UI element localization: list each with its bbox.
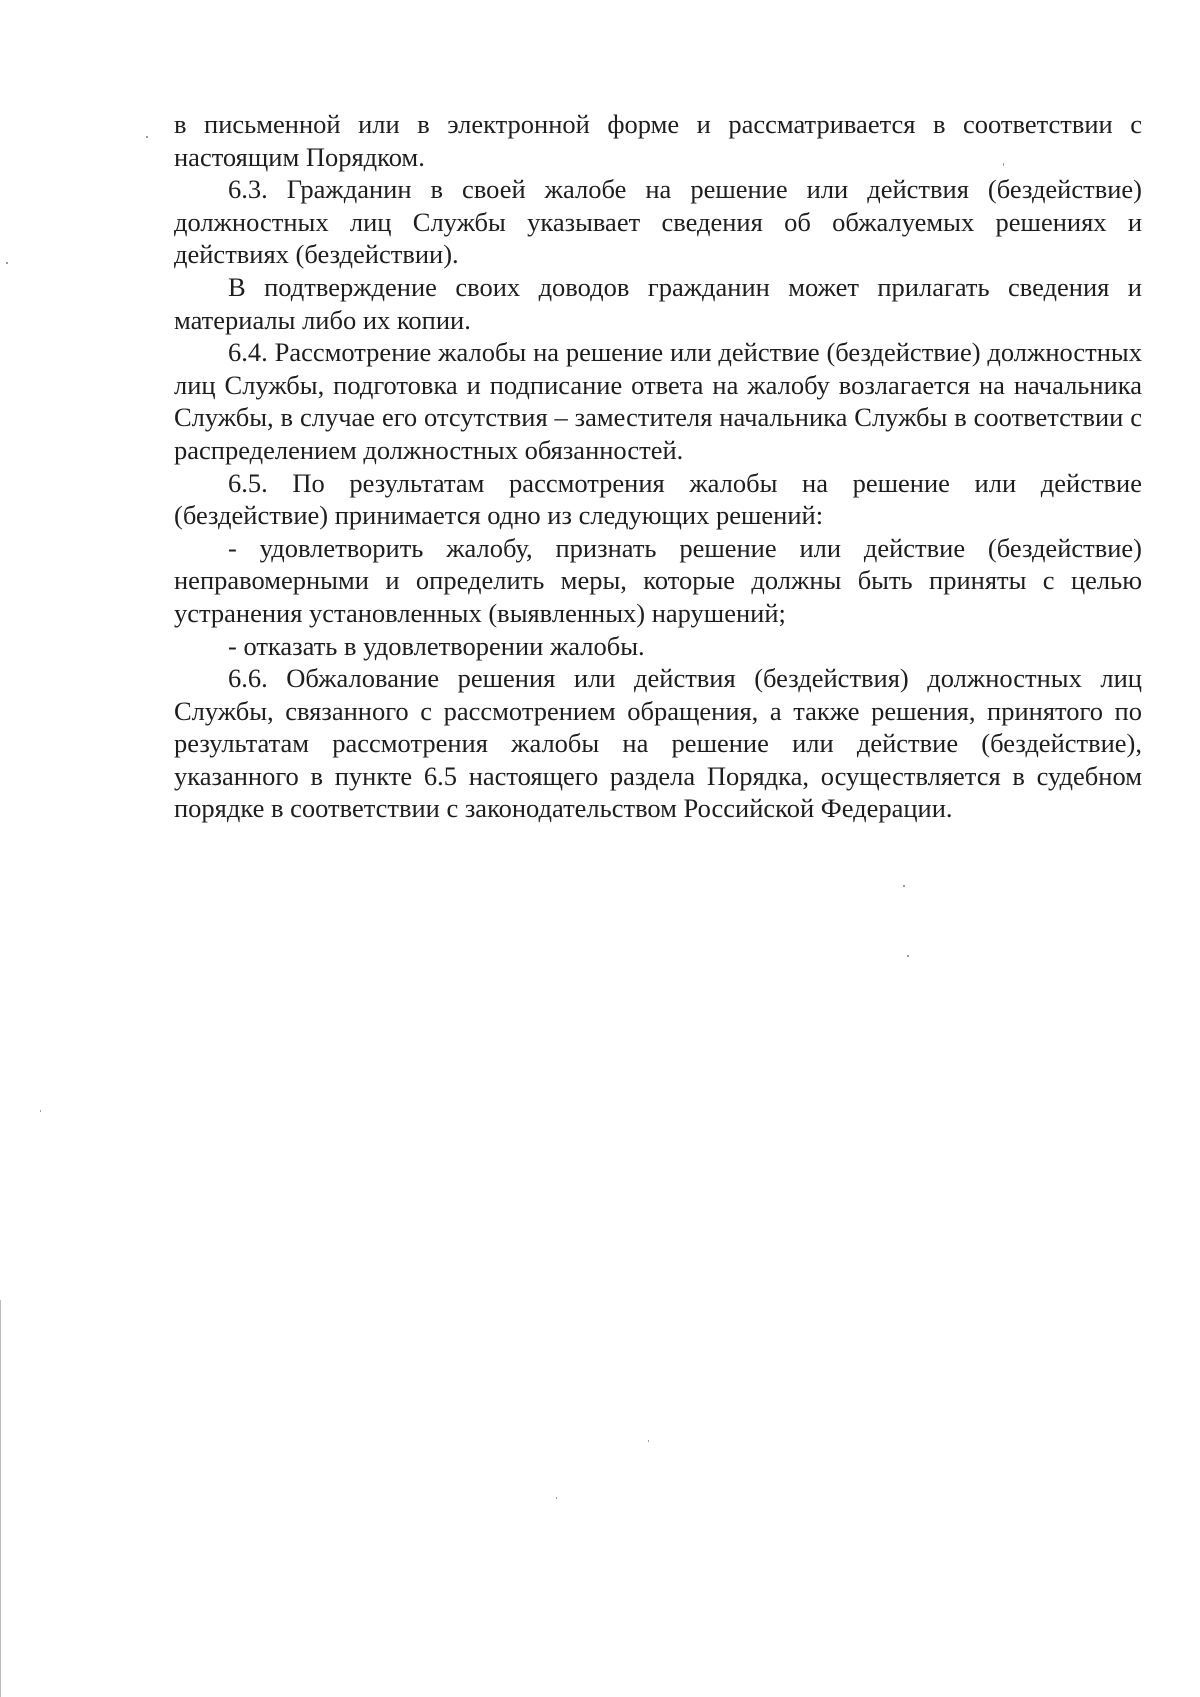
paragraph-6-5-option-refuse: - отказать в удовлетворении жалобы. bbox=[228, 630, 645, 661]
scan-edge-line bbox=[0, 1300, 1, 1697]
paragraph-6-4: 6.4. Рассмотрение жалобы на решение или действие (бездействие) должностных лиц Службы, подготовка и подписание ответа на жалобу возлагается на начальника Службы, в случае его отсутствия – заместителя начальника Службы в соответствии с распределением должностных обязанностей. bbox=[174, 337, 1142, 465]
scan-speck bbox=[556, 1497, 557, 1499]
scan-speck bbox=[146, 136, 148, 138]
document-body bbox=[174, 108, 1142, 825]
paragraph-6-3: 6.3. Гражданин в своей жалобе на решение или действия (бездействие) должностных лиц Службы указывает сведения об обжалуемых решениях и действиях (бездействии). bbox=[174, 174, 1142, 270]
scan-speck bbox=[1003, 163, 1004, 166]
paragraph-6-5-option-satisfy: - удовлетворить жалобу, признать решение или действие (бездействие) неправомерными и определить меры, которые должны быть приняты с целью устранения установленных (выявленных) нарушений; bbox=[174, 532, 1142, 628]
scan-speck bbox=[903, 885, 905, 887]
paragraph-continuation: в письменной или в электронной форме и рассматривается в соответствии с настоящим Порядком. bbox=[174, 109, 1142, 172]
paragraph-6-6: 6.6. Обжалование решения или действия (бездействия) должностных лиц Службы, связанного с рассмотрением обращения, а также решения, принятого по результатам рассмотрения жалобы на решение или действие (бездействие), указанного в пункте 6.5 настоящего раздела Порядка, осуществляется в судебном порядке в соответствии с законодательством Российской Федерации. bbox=[174, 663, 1142, 824]
scan-speck bbox=[6, 262, 8, 264]
scan-speck bbox=[648, 1440, 649, 1442]
paragraph-6-5: 6.5. По результатам рассмотрения жалобы на решение или действие (бездействие) принимается одно из следующих решений: bbox=[174, 467, 1142, 531]
scan-speck bbox=[40, 1110, 41, 1112]
scan-speck bbox=[907, 955, 909, 957]
paragraph-6-3-evidence: В подтверждение своих доводов гражданин может прилагать сведения и материалы либо их копии. bbox=[174, 271, 1142, 335]
